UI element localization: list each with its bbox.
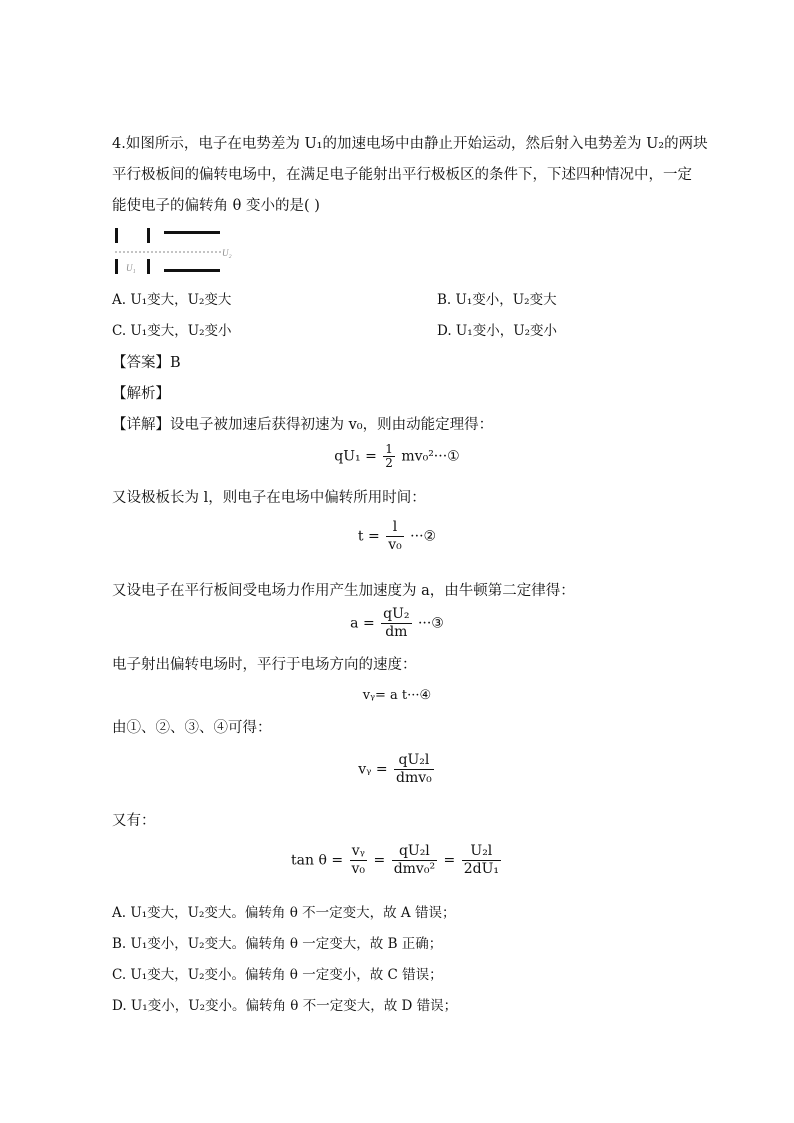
detail-step-5: 由①、②、③、④可得：: [112, 720, 272, 736]
equation-5: vᵧ = $\frac{\text{qU₂l}}{\text{dmv₀}}$: [358, 752, 432, 786]
question-line-3: 能使电子的偏转角 θ 变小的是( ): [112, 198, 320, 214]
label-u1: U₁: [126, 263, 136, 273]
detail-step-6: 又有：: [112, 813, 156, 829]
option-c: C. U₁变大，U₂变小: [112, 323, 232, 339]
option-d: D. U₁变小，U₂变小: [437, 323, 558, 339]
question-line-2: 平行极板间的偏转电场中，在满足电子能射出平行极板区的条件下，下述四种情况中，一定: [112, 167, 692, 183]
option-b: B. U₁变小，U₂变大: [437, 292, 557, 308]
detail-step-2: 又设极板长为 l，则电子在电场中偏转所用时间：: [112, 490, 426, 506]
question-line-1: 4.如图所示，电子在电势差为 U₁的加速电场中由静止开始运动，然后射入电势差为 U₂的两块: [112, 136, 708, 152]
detail-step-3: 又设电子在平行板间受电场力作用产生加速度为 a，由牛顿第二定律得：: [112, 583, 575, 599]
conclusion-b: B. U₁变小，U₂变大。偏转角 θ 一定变大，故 B 正确；: [112, 936, 443, 952]
deflect-plate-bottom: [164, 269, 220, 272]
equation-6: tan θ = $\frac{\text{vᵧ}}{\text{v₀}}$ = $\frac{\text{qU₂l}}{\text{dmv₀²}}$ = $\frac{\text{U₂l}}{\text{2dU₁}}$: [291, 843, 499, 877]
equation-1: qU₁ = $\frac{1}{2}$ mv₀²···①: [334, 442, 460, 470]
option-a: A. U₁变大，U₂变大: [112, 292, 232, 308]
conclusion-c: C. U₁变大，U₂变小。偏转角 θ 一定变小，故 C 错误；: [112, 967, 443, 983]
conclusion-d: D. U₁变小，U₂变小。偏转角 θ 不一定变大，故 D 错误；: [112, 998, 458, 1014]
accel-plate-left-top: [115, 228, 118, 243]
detail-intro: 【详解】设电子被加速后获得初速为 v₀，则由动能定理得：: [112, 417, 494, 433]
equation-2: t = $\frac{l}{\text{v₀}}$ ···②: [357, 519, 437, 553]
equation-3: a = $\frac{\text{qU₂}}{dm}$ ···③: [350, 606, 444, 640]
accel-plate-left-bottom: [115, 259, 118, 274]
accel-plate-right-top: [147, 228, 150, 243]
label-u2: U₂: [222, 248, 232, 258]
circuit-figure: [112, 222, 242, 278]
answer: 【答案】B: [112, 355, 181, 371]
equation-4: vᵧ= a t···④: [362, 688, 432, 703]
deflect-plate-top: [164, 231, 220, 234]
analysis-heading: 【解析】: [112, 386, 170, 402]
conclusion-a: A. U₁变大，U₂变大。偏转角 θ 不一定变大，故 A 错误；: [112, 905, 456, 921]
accel-plate-right-bottom: [147, 259, 150, 274]
detail-step-4: 电子射出偏转电场时，平行于电场方向的速度：: [112, 657, 417, 673]
